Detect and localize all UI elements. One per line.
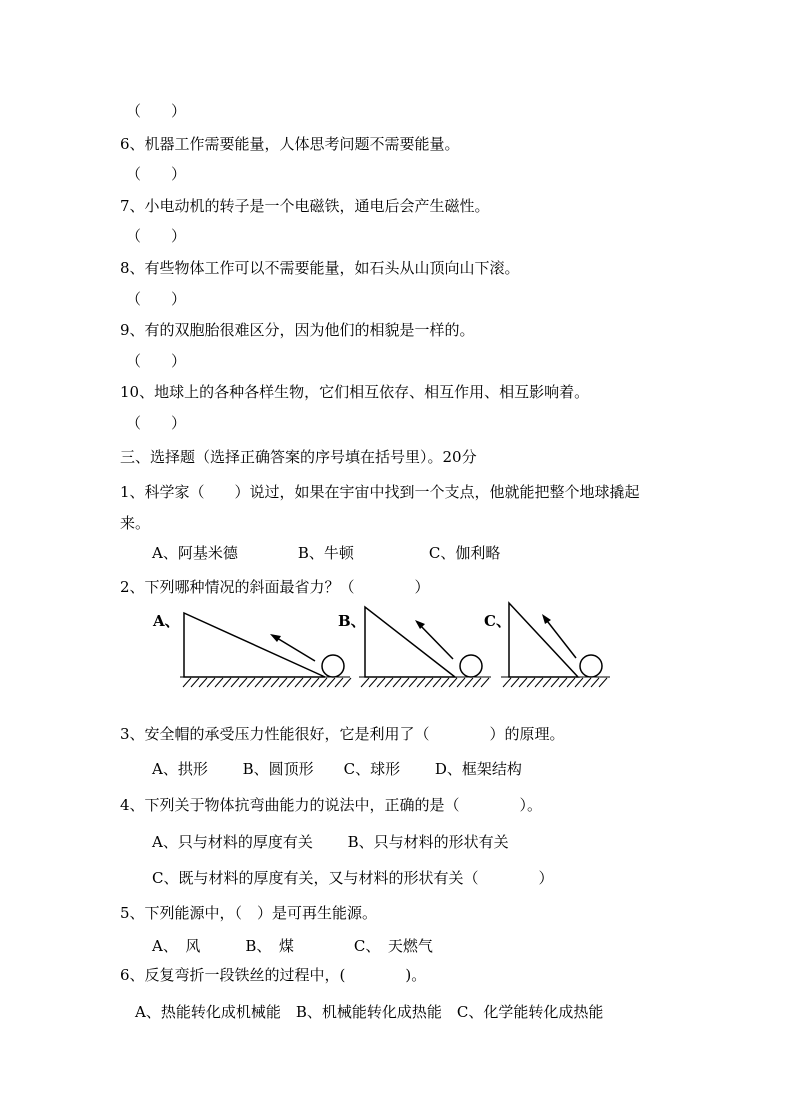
answer-options: C、既与材料的厚度有关，又与材料的形状有关（ ） xyxy=(152,869,554,887)
answer-options: A、只与材料的厚度有关 B、只与材料的形状有关 xyxy=(152,833,509,851)
incline-figure-b xyxy=(355,605,495,695)
answer-paren: （ ） xyxy=(126,290,187,308)
question-text: 10、地球上的各种各样生物，它们相互依存、相互作用、相互影响着。 xyxy=(120,383,590,401)
section-title: 三、选择题（选择正确答案的序号填在括号里）。20分 xyxy=(120,448,477,466)
incline-figure-a xyxy=(175,605,355,695)
question-text: 9、有的双胞胎很难区分，因为他们的相貌是一样的。 xyxy=(120,321,475,339)
answer-paren: （ ） xyxy=(126,414,187,432)
question-text: 7、小电动机的转子是一个电磁铁，通电后会产生磁性。 xyxy=(120,197,490,215)
ground-hatching xyxy=(180,677,351,687)
answer-options: A、阿基米德 B、牛顿 C、伽利略 xyxy=(152,544,501,562)
answer-options: A、热能转化成机械能 B、机械能转化成热能 C、化学能转化成热能 xyxy=(135,1003,604,1021)
question-text: 4、下列关于物体抗弯曲能力的说法中，正确的是（ ）。 xyxy=(120,796,543,814)
answer-paren: （ ） xyxy=(126,102,187,120)
question-text: 1、科学家（ ）说过，如果在宇宙中找到一个支点，他就能把整个地球撬起 xyxy=(120,483,640,501)
answer-paren: （ ） xyxy=(126,165,187,183)
ball xyxy=(322,655,344,677)
answer-options: A、 风 B、 煤 C、 天燃气 xyxy=(152,937,433,955)
figure-label-c: C、 xyxy=(484,612,511,630)
figure-label-b: B、 xyxy=(338,612,366,630)
answer-paren: （ ） xyxy=(126,352,187,370)
figure-label-a: A、 xyxy=(153,612,180,630)
question-text: 来。 xyxy=(120,514,151,532)
question-text: 2、下列哪种情况的斜面最省力？（ ） xyxy=(120,578,430,596)
incline-figure-c xyxy=(498,600,613,695)
answer-paren: （ ） xyxy=(126,227,187,245)
incline-triangle xyxy=(184,613,325,677)
question-text: 6、机器工作需要能量，人体思考问题不需要能量。 xyxy=(120,135,460,153)
question-text: 5、下列能源中，（ ）是可再生能源。 xyxy=(120,904,378,922)
question-text: 3、安全帽的承受压力性能很好，它是利用了（ ）的原理。 xyxy=(120,725,565,743)
question-text: 8、有些物体工作可以不需要能量，如石头从山顶向山下滚。 xyxy=(120,259,520,277)
answer-options: A、拱形 B、圆顶形 C、球形 D、框架结构 xyxy=(152,760,522,778)
question-text: 6、反复弯折一段铁丝的过程中，( )。 xyxy=(120,966,427,984)
